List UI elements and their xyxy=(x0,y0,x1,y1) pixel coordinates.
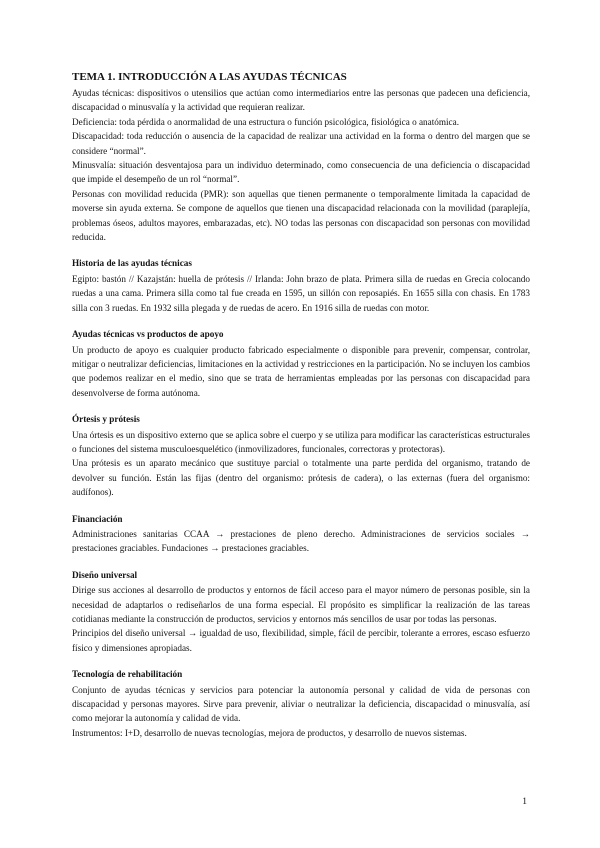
section-diseno-universal xyxy=(72,568,530,655)
page-title: TEMA 1. INTRODUCCIÓN A LAS AYUDAS TÉCNICAS xyxy=(72,71,347,83)
paragraph-ayudas-tecnicas: Ayudas técnicas: dispositivos o utensilios que actúan como intermediarios entre las personas que padecen una deficiencia, discapacidad o minusvalía y la actividad que requieran realizar. xyxy=(72,88,530,113)
intro-block xyxy=(72,86,530,244)
section-tecnologia-rehabilitacion xyxy=(72,667,530,740)
section-heading: Ayudas técnicas vs productos de apoyo xyxy=(72,329,224,340)
section-paragraph: Administraciones sanitarias CCAA → prestaciones de pleno derecho. Administraciones de servicios sociales → prestaciones graciables. Fundaciones → prestaciones graciables. xyxy=(72,528,530,554)
section-paragraph: Dirige sus acciones al desarrollo de productos y entornos de fácil acceso para el mayor número de personas posible, sin la necesidad de adaptarlos o rediseñarlos de una forma especial. El propósito es simplificar la realización de las tareas cotidianas mediante la construcción de productos, servicios y entornos más sencillos de usar por todas las personas. xyxy=(72,585,530,624)
section-historia xyxy=(72,256,530,315)
section-paragraph: Instrumentos: I+D, desarrollo de nuevas tecnologías, mejora de productos, y desarrollo de nuevos sistemas. xyxy=(72,727,467,738)
section-heading: Financiación xyxy=(72,513,123,524)
paragraph-pmr: Personas con movilidad reducida (PMR): son aquellas que tienen permanente o temporalmente limitada la capacidad de moverse sin ayuda externa. Se compone de aquellos que tienen una discapacidad relacionada con la movilidad (paraplejía, problemas óseos, adultos mayores, embarazadas, etc). NO todas las personas con discapacidad son personas con movilidad reducida. xyxy=(72,188,530,243)
section-heading: Diseño universal xyxy=(72,569,138,580)
section-paragraph: Egipto: bastón // Kazajstán: huella de prótesis // Irlanda: John brazo de plata. Primera silla de ruedas en Grecia colocando ruedas a una cama. Primera silla como tal fue creada en 1595, un sillón con reposapiés. En 1655 silla con chasis. En 1783 silla con 3 ruedas. En 1932 silla plegada y de ruedas de acero. En 1916 silla de ruedas con motor. xyxy=(72,273,530,313)
document-page xyxy=(72,70,530,740)
section-heading: Tecnología de rehabilitación xyxy=(72,669,183,680)
paragraph-deficiencia: Deficiencia: toda pérdida o anormalidad de una estructura o función psicológica, fisiológica o anatómica. xyxy=(72,116,460,127)
section-paragraph: Principios del diseño universal → igualdad de uso, flexibilidad, simple, fácil de percibir, tolerante a errores, escaso esfuerzo físico y dimensiones apropiadas. xyxy=(72,628,530,653)
section-financiacion xyxy=(72,512,530,556)
page-number: 1 xyxy=(522,797,527,807)
section-paragraph: Una órtesis es un dispositivo externo que se aplica sobre el cuerpo y se utiliza para modificar las características estructurales o funciones del sistema musculoesquelético (inmovilizadores, funcionales, correctoras y protectoras). xyxy=(72,429,530,454)
section-heading: Órtesis y prótesis xyxy=(72,414,140,425)
paragraph-discapacidad: Discapacidad: toda reducción o ausencia de la capacidad de realizar una actividad en la forma o dentro del margen que se considere “normal”. xyxy=(72,131,530,156)
section-paragraph: Una prótesis es un aparato mecánico que sustituye parcial o totalmente una parte perdida del organismo, tratando de devolver su función. Están las fijas (dentro del organismo: prótesis de cadera), o las externas (fuera del organismo: audífonos). xyxy=(72,458,530,498)
section-heading: Historia de las ayudas técnicas xyxy=(72,258,192,269)
section-ortesis-protesis xyxy=(72,412,530,499)
section-productos-apoyo xyxy=(72,327,530,400)
paragraph-minusvalia: Minusvalía: situación desventajosa para un individuo determinado, como consecuencia de una deficiencia o discapacidad que impide el desempeño de un rol “normal”. xyxy=(72,160,530,185)
section-paragraph: Un producto de apoyo es cualquier producto fabricado especialmente o disponible para prevenir, compensar, controlar, mitigar o neutralizar deficiencias, limitaciones en la actividad y restricciones en la participación. No se incluyen los cambios que podemos realizar en el medio, sino que se trata de herramientas empleadas por las personas con discapacidad para desenvolverse de forma autónoma. xyxy=(72,344,530,398)
section-paragraph: Conjunto de ayudas técnicas y servicios para potenciar la autonomía personal y calidad de vida de personas con discapacidad y personas mayores. Sirve para prevenir, aliviar o neutralizar la deficiencia, discapacidad o minusvalía, así como mejorar la autonomía y calidad de vida. xyxy=(72,684,530,724)
